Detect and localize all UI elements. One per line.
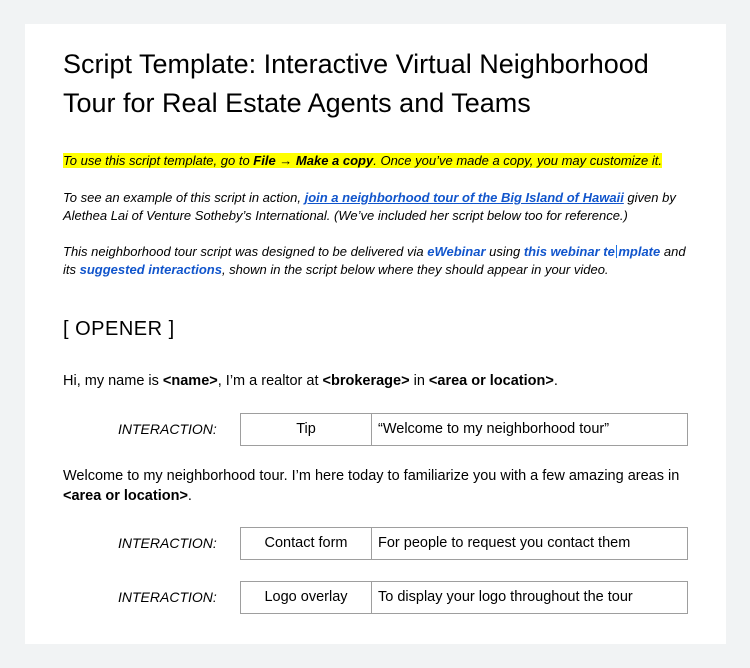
name-placeholder: <name> — [162, 373, 218, 389]
area-placeholder: <area or location> — [63, 488, 188, 504]
interaction-label: INTERACTION: — [118, 535, 217, 551]
interaction-description-cell: To display your logo throughout the tour — [378, 589, 633, 605]
neighborhood-tour-link[interactable]: join a neighborhood tour of the Big Island of Hawaii — [304, 190, 624, 205]
interaction-label: INTERACTION: — [118, 589, 217, 605]
webinar-template-link[interactable]: this webinar te mplate — [523, 244, 661, 259]
section-heading-opener: [ OPENER ] — [63, 318, 175, 340]
interaction-type-cell: Contact form — [241, 528, 372, 559]
file-make-copy-label: File → Make a copy — [253, 153, 374, 168]
brokerage-placeholder: <brokerage> — [322, 373, 410, 389]
copy-instructions — [63, 152, 693, 170]
document-title: Script Template: Interactive Virtual Neighborhood Tour for Real Estate Agents and Teams — [63, 49, 649, 118]
intro-paragraph: Hi, my name is <name>, I’m a realtor at <brokerage> in <area or location>. — [63, 373, 558, 389]
interaction-row — [63, 527, 687, 560]
area-placeholder: <area or location> — [428, 373, 554, 389]
copy-highlight: To use this script template, go to File → Make a copy. Once you’ve made a copy, you may customize it. — [63, 153, 663, 168]
document-page — [25, 24, 726, 644]
interaction-table — [240, 413, 688, 446]
ewebinar-link[interactable]: eWebinar — [427, 244, 486, 259]
interaction-description-cell: For people to request you contact them — [378, 535, 631, 551]
example-note: To see an example of this script in action, join a neighborhood tour of the Big Island of Hawaii given by Alethea Lai of Venture Sotheby’s International. (We’ve included her script below too for reference.) — [63, 190, 676, 223]
interaction-label: INTERACTION: — [118, 421, 217, 437]
interaction-description-cell: “Welcome to my neighborhood tour” — [378, 421, 610, 437]
suggested-interactions-link[interactable]: suggested interactions — [79, 262, 222, 277]
welcome-paragraph: Welcome to my neighborhood tour. I’m here today to familiarize you with a few amazing areas in <area or location>. — [63, 468, 680, 504]
interaction-type-cell: Tip — [241, 414, 372, 445]
design-note: This neighborhood tour script was designed to be delivered via eWebinar using this webinar te mplate and its suggested interactions, shown in the script below where they should appear in your video. — [63, 244, 686, 277]
interaction-row — [63, 413, 687, 446]
interaction-table — [240, 581, 688, 614]
interaction-table — [240, 527, 688, 560]
interaction-type-cell: Logo overlay — [241, 582, 372, 613]
interaction-row — [63, 581, 687, 614]
